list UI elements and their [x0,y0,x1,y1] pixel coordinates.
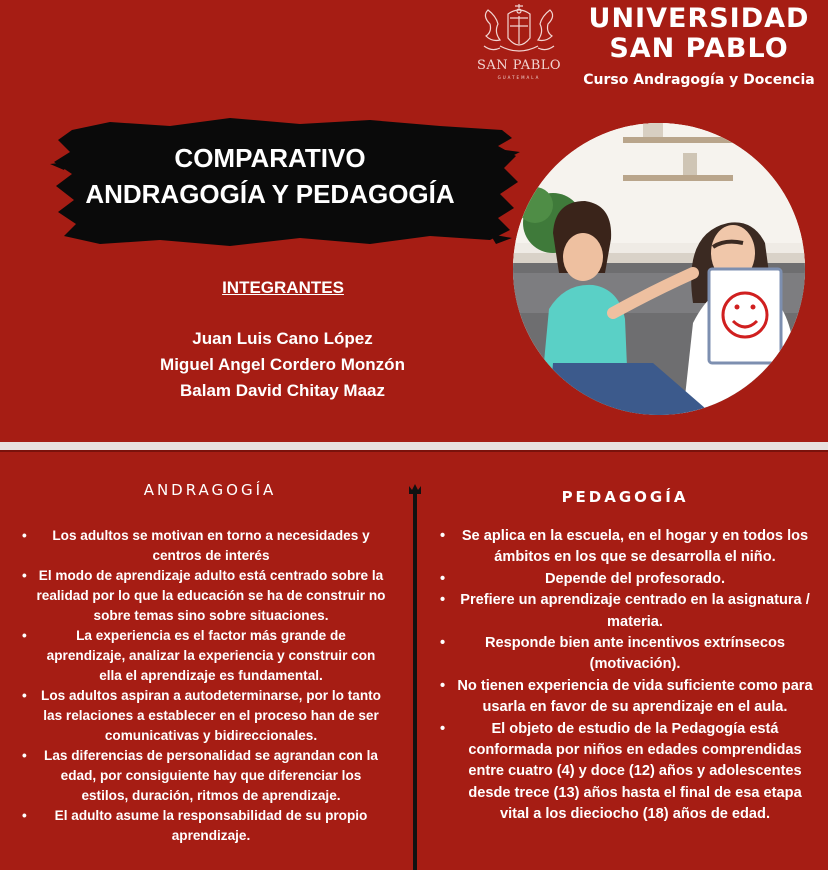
university-name-line2: SAN PABLO [609,33,789,64]
andragogia-list [22,526,386,846]
logo-text: SAN PABLO [476,58,562,73]
list-item: • Las diferencias de personalidad se agrandan con la edad, por consiguiente hay que diferenciar los estilos, duración, ritmos de aprendizaje. [22,746,386,806]
andragogia-heading: ANDRAGOGÍA [143,481,277,499]
list-item: • Los adultos se motivan en torno a necesidades y centros de interés [22,526,386,566]
teacher-child-photo [513,123,805,415]
list-item: • Depende del profesorado. [440,569,816,590]
list-item: • No tienen experiencia de vida suficiente como para usarla en favor de su aprendizaje en el aula. [440,676,816,719]
list-item: • Los adultos aspiran a autodeterminarse, por lo tanto las relaciones a establecer en el proceso han de ser comunicativas y bidireccionales. [22,686,386,746]
member-name: Miguel Angel Cordero Monzón [160,355,405,374]
title-line1: COMPARATIVO [174,143,366,173]
members-heading: INTEGRANTES [222,278,344,297]
member-name: Balam David Chitay Maaz [179,381,385,400]
list-item: • El adulto asume la responsabilidad de su propio aprendizaje. [22,806,386,846]
list-item: • El objeto de estudio de la Pedagogía está conformada por niños en edades comprendidas entre cuatro (4) y doce (12) años y adolescentes desde trece (13) años hasta el final de esa etapa vital a los dieciocho (18) años de edad. [440,719,816,826]
members-list [110,326,455,404]
logo-subtext: GUATEMALA [497,75,541,80]
section-divider-shadow [0,450,828,452]
pedagogia-heading: PEDAGOGÍA [561,488,689,506]
list-item: • Se aplica en la escuela, en el hogar y en todos los ámbitos en los que se desarrolla el niño. [440,526,816,569]
member-name: Juan Luis Cano López [192,329,373,348]
list-item: • El modo de aprendizaje adulto está centrado sobre la realidad por lo que la educación se ha de construir no sobre temas sino sobre situaciones. [22,566,386,626]
university-name-line1: UNIVERSIDAD [588,3,810,34]
list-item: • Responde bien ante incentivos extrínsecos (motivación). [440,633,816,676]
university-logo [470,2,568,80]
section-divider [0,442,828,450]
document-title [50,140,490,212]
list-item: • Prefiere un aprendizaje centrado en la asignatura / materia. [440,590,816,633]
course-name: Curso Andragogía y Docencia [583,72,815,88]
title-line2: ANDRAGOGÍA Y PEDAGOGÍA [85,179,455,209]
pedagogia-list [440,526,816,826]
column-separator [413,492,417,870]
university-name [574,4,824,64]
list-item: • La experiencia es el factor más grande de aprendizaje, analizar la experiencia y construir con ella el aprendizaje es fundamental. [22,626,386,686]
crest-icon [470,2,568,60]
